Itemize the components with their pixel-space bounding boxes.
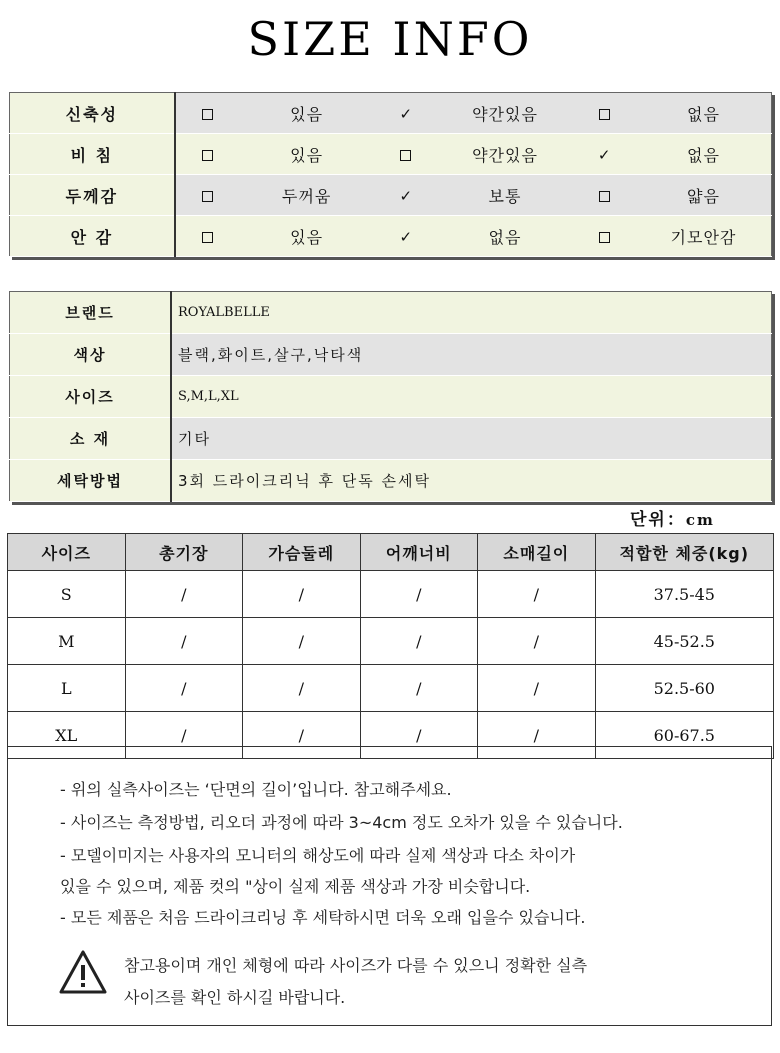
product-info-value: 블랙,화이트,살구,낙타색 [171, 334, 772, 376]
size-chart-column-header: 가슴둘레 [243, 534, 361, 571]
warning-line: 참고용이며 개인 체형에 따라 사이즈가 다를 수 있으니 정확한 실측 [124, 956, 588, 975]
checkbox-cell [573, 175, 636, 216]
size-chart-cell: / [125, 665, 243, 712]
note-line: - 모델이미지는 사용자의 모니터의 해상도에 따라 실제 색상과 다소 차이가 [60, 846, 576, 865]
product-info-row [10, 334, 772, 376]
size-chart-row [8, 665, 774, 712]
checkbox-icon [599, 109, 610, 120]
size-chart-cell: / [360, 712, 478, 759]
check-mark-icon: ✓ [399, 104, 413, 123]
size-chart-row [8, 618, 774, 665]
size-chart-cell: / [243, 712, 361, 759]
attribute-option: 없음 [636, 134, 772, 175]
check-mark-icon: ✓ [399, 227, 413, 246]
checkbox-cell [573, 93, 636, 134]
size-chart-cell: M [8, 618, 126, 665]
note-line: - 모든 제품은 처음 드라이크리닝 후 세탁하시면 더욱 오래 입을수 있습니다. [60, 908, 586, 927]
unit-prefix: 단위： [630, 510, 686, 530]
attribute-option: 있음 [239, 134, 374, 175]
checkbox-icon [202, 191, 213, 202]
product-info-label: 사이즈 [10, 376, 172, 418]
product-info-label: 세탁방법 [10, 460, 172, 502]
size-chart-cell: / [360, 618, 478, 665]
size-chart-cell: 45-52.5 [595, 618, 773, 665]
checkbox-icon [202, 150, 213, 161]
product-info-table [9, 291, 772, 502]
check-mark-cell [374, 216, 437, 257]
attribute-label: 비 침 [10, 134, 175, 175]
checkbox-cell [175, 175, 239, 216]
product-info-value: ROYALBELLE [171, 292, 772, 334]
product-info-value: S,M,L,XL [171, 376, 772, 418]
checkbox-cell [175, 93, 239, 134]
size-chart-cell: / [125, 712, 243, 759]
note-line: - 위의 실측사이즈는 ‘단면의 길이’입니다. 참고해주세요. [60, 780, 452, 799]
size-chart-header [8, 534, 774, 571]
size-chart-row [8, 571, 774, 618]
attribute-option: 있음 [239, 216, 374, 257]
checkbox-icon [599, 232, 610, 243]
product-info-label: 색상 [10, 334, 172, 376]
product-info-row [10, 292, 772, 334]
product-info-row [10, 418, 772, 460]
product-info-row [10, 376, 772, 418]
size-chart-cell: / [243, 571, 361, 618]
checkbox-icon [400, 150, 411, 161]
check-mark-icon: ✓ [597, 145, 611, 164]
attribute-option: 얇음 [636, 175, 772, 216]
unit-value: cm [685, 511, 715, 529]
size-chart-cell: / [478, 618, 596, 665]
size-chart-column-header: 어깨너비 [360, 534, 478, 571]
unit-label [630, 505, 715, 530]
checkbox-icon [202, 109, 213, 120]
checkbox-icon [599, 191, 610, 202]
attribute-option: 보통 [438, 175, 573, 216]
size-chart-cell: L [8, 665, 126, 712]
product-info-value: 3회 드라이크리닉 후 단독 손세탁 [171, 460, 772, 502]
size-chart-cell: S [8, 571, 126, 618]
attribute-row [10, 93, 772, 134]
size-chart-cell: / [478, 712, 596, 759]
check-mark-icon: ✓ [399, 186, 413, 205]
checkbox-icon [202, 232, 213, 243]
product-info-label: 브랜드 [10, 292, 172, 334]
size-chart-cell: / [360, 665, 478, 712]
attribute-row [10, 175, 772, 216]
size-chart-cell: / [125, 618, 243, 665]
product-info-value: 기타 [171, 418, 772, 460]
size-chart-cell: / [243, 618, 361, 665]
attribute-option: 두꺼움 [239, 175, 374, 216]
size-chart-table [7, 533, 774, 759]
note-line: 있을 수 있으며, 제품 컷의 "상이 실제 제품 색상과 가장 비슷합니다. [60, 877, 531, 896]
check-mark-cell [374, 175, 437, 216]
page-title: SIZE INFO [247, 12, 533, 66]
notes-box [7, 746, 772, 1026]
attribute-label: 신축성 [10, 93, 175, 134]
product-info-label: 소 재 [10, 418, 172, 460]
size-chart-cell: 37.5-45 [595, 571, 773, 618]
attribute-option: 약간있음 [438, 93, 573, 134]
attribute-option: 기모안감 [636, 216, 772, 257]
fabric-attributes-table [9, 92, 772, 257]
size-chart-column-header: 총기장 [125, 534, 243, 571]
size-chart-cell: 60-67.5 [595, 712, 773, 759]
attribute-option: 없음 [636, 93, 772, 134]
product-info-row [10, 460, 772, 502]
note-line: - 사이즈는 측정방법, 리오더 과정에 따라 3~4cm 정도 오차가 있을 수 있습니다. [60, 813, 623, 832]
size-chart-cell: / [125, 571, 243, 618]
size-chart-cell: 52.5-60 [595, 665, 773, 712]
checkbox-cell [175, 216, 239, 257]
attribute-label: 두께감 [10, 175, 175, 216]
checkbox-cell [573, 216, 636, 257]
attribute-row [10, 216, 772, 257]
size-chart-cell: XL [8, 712, 126, 759]
check-mark-cell [374, 93, 437, 134]
warning-line: 사이즈를 확인 하시길 바랍니다. [124, 988, 346, 1007]
size-chart-column-header: 소매길이 [478, 534, 596, 571]
size-chart-column-header: 사이즈 [8, 534, 126, 571]
size-chart-cell: / [360, 571, 478, 618]
check-mark-cell [573, 134, 636, 175]
attribute-label: 안 감 [10, 216, 175, 257]
warning-triangle-icon [58, 949, 108, 999]
attribute-option: 약간있음 [438, 134, 573, 175]
size-chart-column-header: 적합한 체중(kg) [595, 534, 773, 571]
size-chart-cell: / [478, 571, 596, 618]
size-chart-cell: / [243, 665, 361, 712]
size-chart-cell: / [478, 665, 596, 712]
attribute-row [10, 134, 772, 175]
attribute-option: 있음 [239, 93, 374, 134]
attribute-option: 없음 [438, 216, 573, 257]
checkbox-cell [175, 134, 239, 175]
checkbox-cell [374, 134, 437, 175]
